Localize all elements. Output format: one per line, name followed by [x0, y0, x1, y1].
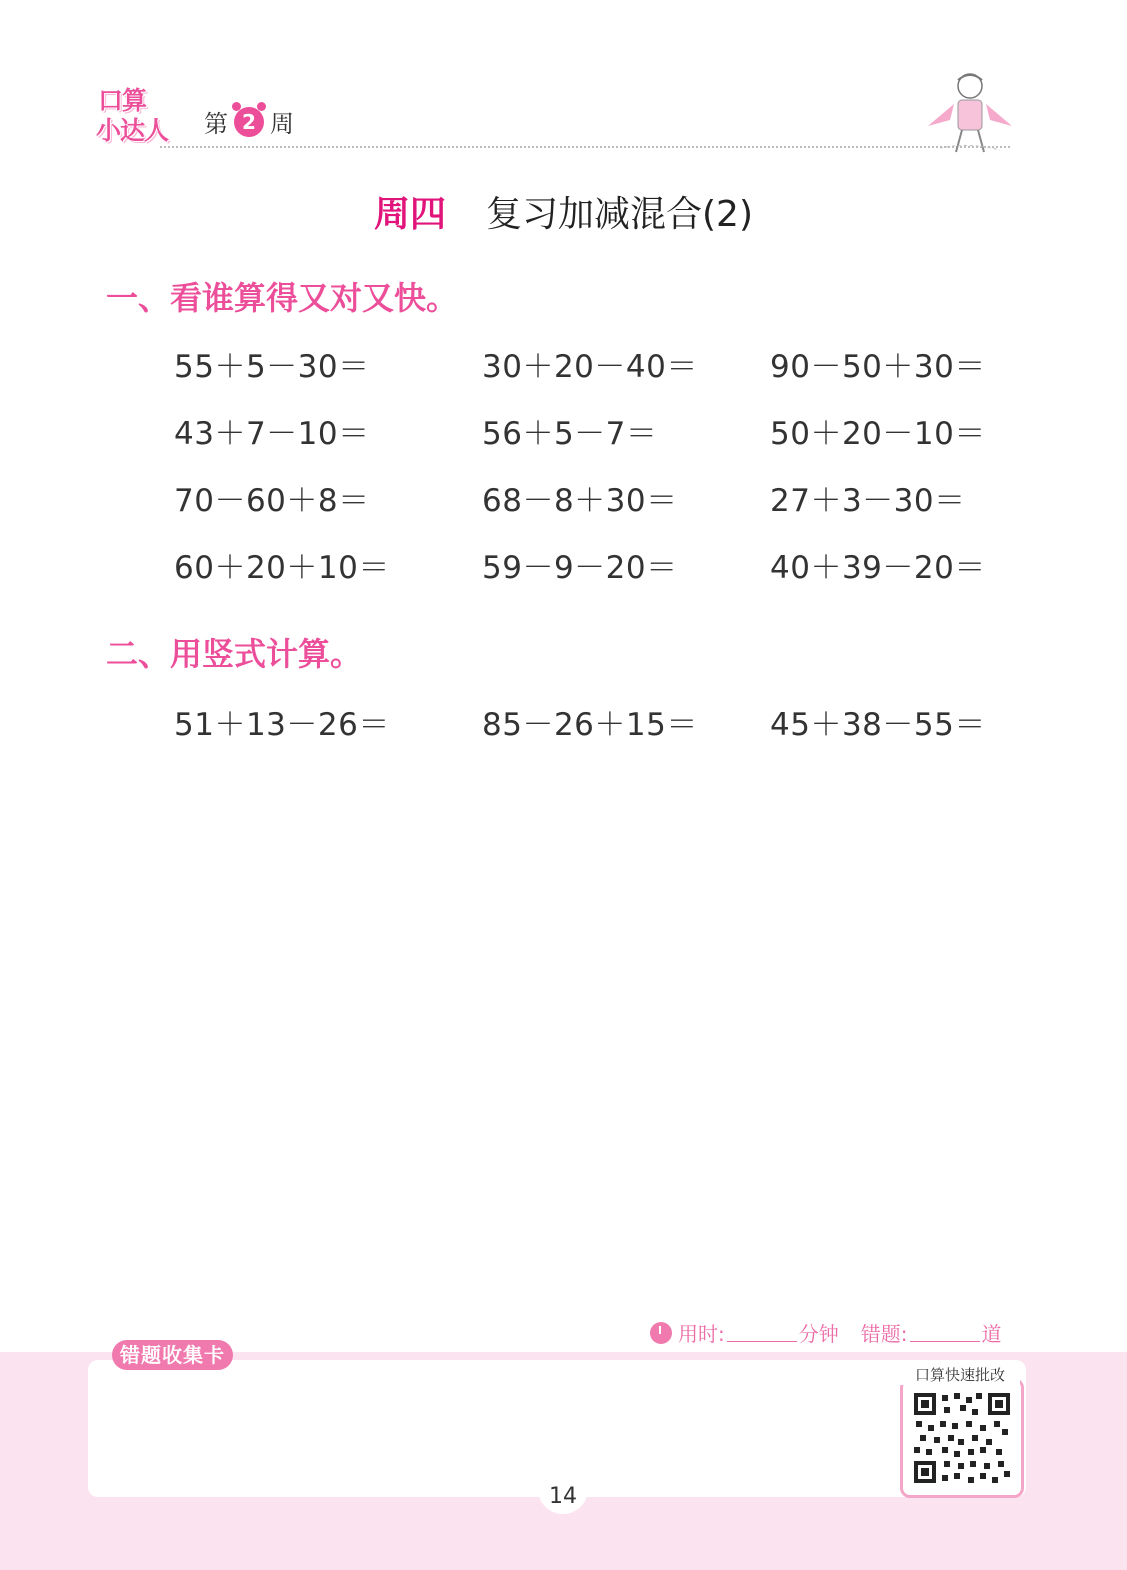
week-indicator	[204, 104, 294, 139]
problem-r4-c3: 40＋39－20＝	[770, 550, 986, 586]
page-title	[0, 186, 1127, 237]
problem-r3-c3: 27＋3－30＝	[770, 483, 966, 519]
time-label: 用时:	[678, 1322, 725, 1346]
vertical-problem-3: 45＋38－55＝	[770, 707, 986, 743]
logo-line2: 小达人	[96, 116, 169, 145]
problem-r3-c2: 68－8＋30＝	[482, 483, 678, 519]
book-logo	[92, 82, 184, 154]
time-blank[interactable]	[727, 1323, 797, 1342]
time-record	[650, 1318, 1002, 1347]
week-prefix: 第	[204, 110, 228, 138]
qr-caption: 口算快速批改	[900, 1364, 1020, 1385]
logo-line1: 口算	[98, 86, 147, 115]
title-day: 周四	[373, 194, 446, 235]
section1-heading: 一、看谁算得又对又快。	[106, 279, 459, 317]
vertical-problem-2: 85－26＋15＝	[482, 707, 698, 743]
time-unit: 分钟	[798, 1322, 839, 1346]
week-number-badge: 2	[234, 107, 264, 137]
section2-heading: 二、用竖式计算。	[106, 635, 363, 673]
vertical-problem-1: 51＋13－26＝	[174, 707, 390, 743]
problem-r2-c2: 56＋5－7＝	[482, 416, 658, 452]
wrong-unit: 道	[981, 1322, 1002, 1346]
problem-r4-c1: 60＋20＋10＝	[174, 550, 390, 586]
timer-icon	[650, 1322, 672, 1344]
wrong-blank[interactable]	[910, 1323, 980, 1342]
qr-code-icon	[914, 1393, 1010, 1483]
problem-r1-c3: 90－50＋30＝	[770, 349, 986, 385]
header-divider	[160, 146, 1010, 148]
problem-r3-c1: 70－60＋8＝	[174, 483, 370, 519]
problem-r4-c2: 59－9－20＝	[482, 550, 678, 586]
problem-r2-c1: 43＋7－10＝	[174, 416, 370, 452]
page-number: 14	[538, 1478, 588, 1514]
problem-r1-c2: 30＋20－40＝	[482, 349, 698, 385]
week-suffix: 周	[270, 110, 294, 138]
title-topic: 复习加减混合(2)	[486, 194, 753, 235]
mistake-collection-card[interactable]	[88, 1360, 1026, 1497]
qr-code-frame[interactable]	[900, 1378, 1024, 1498]
mascot-illustration	[920, 68, 1016, 160]
problem-r1-c1: 55＋5－30＝	[174, 349, 370, 385]
problem-r2-c3: 50＋20－10＝	[770, 416, 986, 452]
mistake-card-label: 错题收集卡	[112, 1340, 233, 1370]
wrong-label: 错题:	[860, 1322, 908, 1346]
